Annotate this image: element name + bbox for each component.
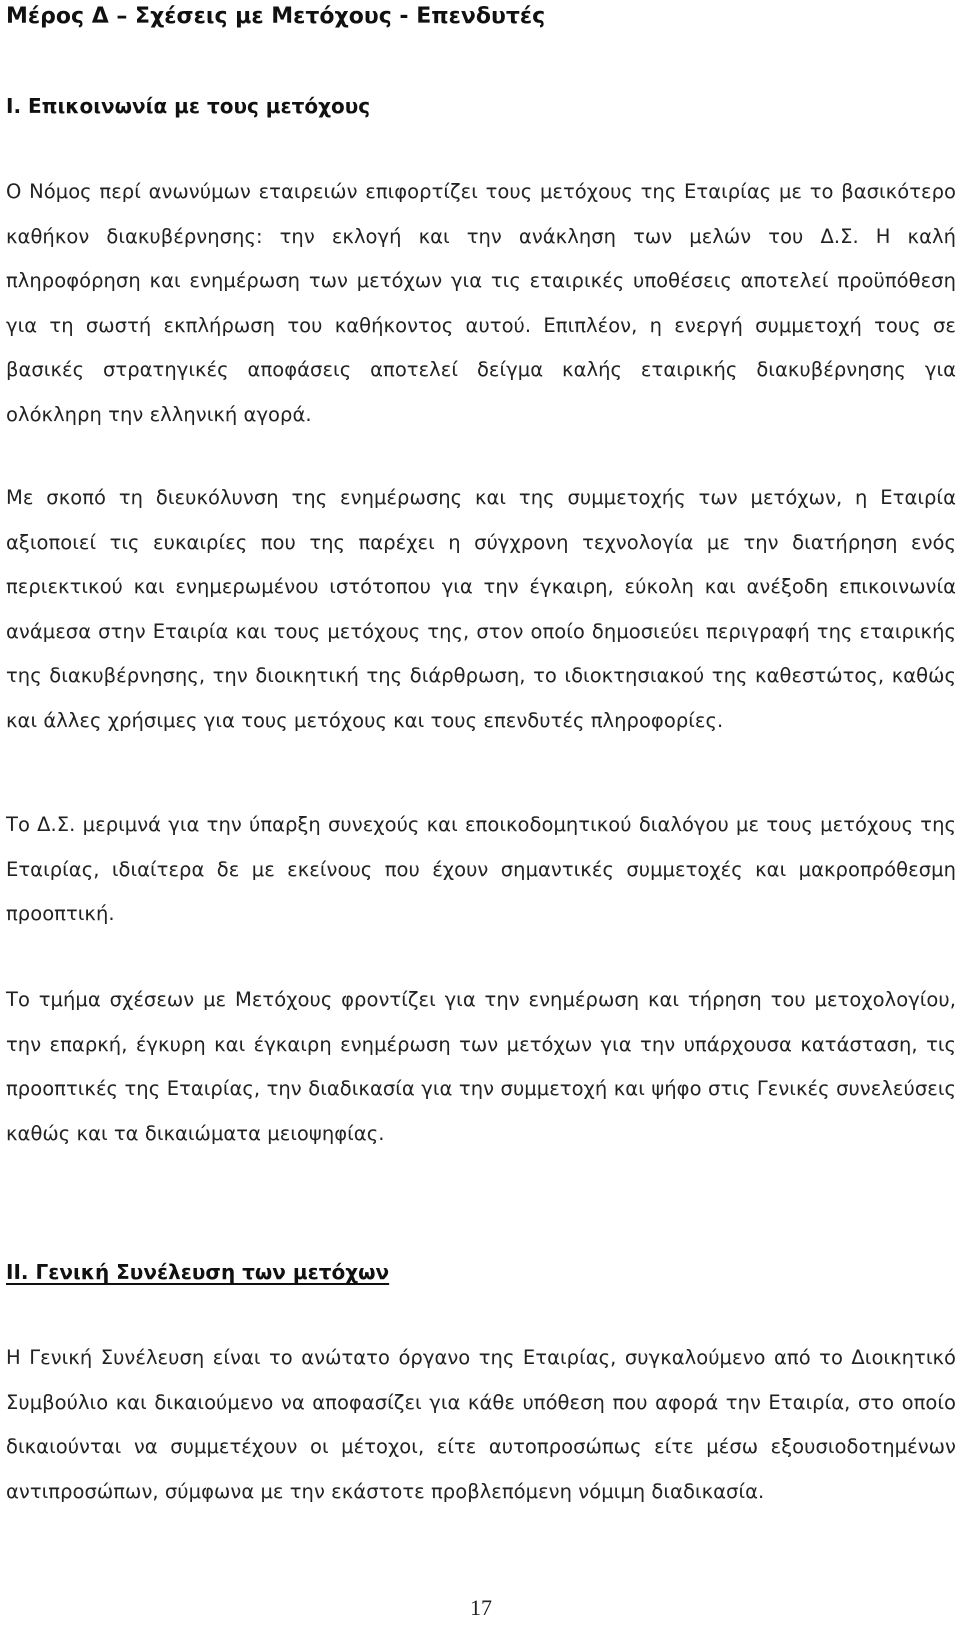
paragraph: Ο Νόμος περί ανωνύμων εταιρειών επιφορτίζει τους μετόχους της Εταιρίας με το βασικότερο καθήκον διακυβέρνησης: την εκλογή και την ανάκληση των μελών του Δ.Σ. Η καλή πληροφόρηση και ενημέρωση των μετόχων για τις εταιρικές υποθέσεις αποτελεί προϋπόθεση για τη σωστή εκπλήρωση του καθήκοντος αυτού. Επιπλέον, η ενεργή συμμετοχή τους σε βασικές στρατηγικές αποφάσεις αποτελεί δείγμα καλής εταιρικής διακυβέρνησης για ολόκληρη την ελληνική αγορά. [6,180,956,426]
paragraph: Το τμήμα σχέσεων με Μετόχους φροντίζει για την ενημέρωση και τήρηση του μετοχολογίου, την επαρκή, έγκυρη και έγκαιρη ενημέρωση των μετόχων για την υπάρχουσα κατάσταση, τις προοπτικές της Εταιρίας, την διαδικασία για την συμμετοχή και ψήφο στις Γενικές συνελεύσεις καθώς και τα δικαιώματα μειοψηφίας. [6,988,956,1145]
paragraph: Το Δ.Σ. μεριμνά για την ύπαρξη συνεχούς και εποικοδομητικού διαλόγου με τους μετόχους της Εταιρίας, ιδιαίτερα δε με εκείνους που έχουν σημαντικές συμμετοχές και μακροπρόθεσμη προοπτική. [6,813,956,926]
page-number: 17 [470,1595,492,1620]
section-title-communication: Ι. Επικοινωνία με τους μετόχους [6,94,371,118]
paragraph: Η Γενική Συνέλευση είναι το ανώτατο όργανο της Εταιρίας, συγκαλούμενο από το Διοικητικό Συμβούλιο και δικαιούμενο να αποφασίζει για κάθε υπόθεση που αφορά την Εταιρία, στο οποίο δικαιούνται να συμμετέχουν οι μέτοχοι, είτε αυτοπροσώπως είτε μέσω εξουσιοδοτημένων αντιπροσώπων, σύμφωνα με την εκάστοτε προβλεπόμενη νόμιμη διαδικασία. [6,1346,956,1503]
paragraph: Με σκοπό τη διευκόλυνση της ενημέρωσης και της συμμετοχής των μετόχων, η Εταιρία αξιοποιεί τις ευκαιρίες που της παρέχει η σύγχρονη τεχνολογία με την διατήρηση ενός περιεκτικού και ενημερωμένου ιστότοπου για την έγκαιρη, εύκολη και ανέξοδη επικοινωνία ανάμεσα στην Εταιρία και τους μετόχους της, στον οποίο δημοσιεύει περιγραφή της εταιρικής της διακυβέρνησης, την διοικητική της διάρθρωση, το ιδιοκτησιακού της καθεστώτος, καθώς και άλλες χρήσιμες για τους μετόχους και τους επενδυτές πληροφορίες. [6,486,956,732]
part-title: Μέρος Δ – Σχέσεις με Μετόχους - Επενδυτές [6,4,546,29]
section-title-general-assembly: ΙΙ. Γενική Συνέλευση των μετόχων [6,1260,390,1284]
